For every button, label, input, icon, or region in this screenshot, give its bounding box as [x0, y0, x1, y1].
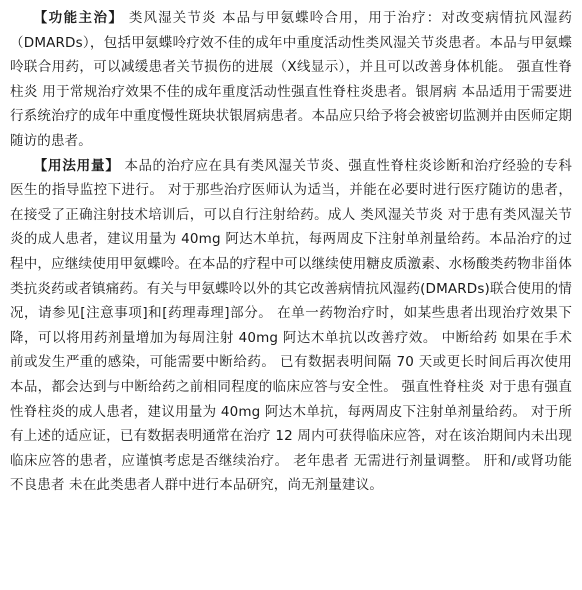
indications-text: 类风湿关节炎 本品与甲氨蝶呤合用，用于治疗：对改变病情抗风湿药（DMARDs），包括甲氨蝶呤疗效不佳的成年中重度活动性类风湿关节炎患者。本品与甲氨蝶呤联合用药，可以减缓患者关节损伤的进展（X线显示），并且可以改善身体机能。 强直性脊柱炎 用于常规治疗效果不佳的成年重度活动性强直性脊柱炎患者。银屑病 本品适用于需要进行系统治疗的成年中重度慢性斑块状银屑病患者。本品应只给予将会被密切监测并由医师定期随访的患者。 — [10, 10, 572, 149]
indications-heading: 【功能主治】 — [33, 10, 124, 26]
dosage-paragraph — [10, 154, 572, 498]
indications-paragraph — [10, 6, 572, 154]
dosage-heading: 【用法用量】 — [33, 157, 120, 174]
dosage-text: 本品的治疗应在具有类风湿关节炎、强直性脊柱炎诊断和治疗经验的专科医生的指导监控下进行。 对于那些治疗医师认为适当，并能在必要时进行医疗随访的患者，在接受了正确注射技术培训后，可以自行注射给药。成人 类风湿关节炎 对于患有类风湿关节炎的成人患者，建议用量为 40mg 阿达木单抗，每两周皮下注射单剂量给药。本品治疗的过程中，应继续使用甲氨蝶呤。在本品的疗程中可以继续使用糖皮质激素、水杨酸类药物非甾体类抗炎药或者镇痛药。有关与甲氨蝶呤以外的其它改善病情抗风湿药(DMARDs)联合使用的情况，请参见[注意事项]和[药理毒理]部分。 在单一药物治疗时，如某些患者出现治疗效果下降，可以将用药剂量增加为每周注射 40mg 阿达木单抗以改善疗效。 中断给药 如果在手术前或发生严重的感染，可能需要中断给药。 已有数据表明间隔 70 天或更长时间后再次使用本品，都会达到与中断给药之前相同程度的临床应答与安全性。 强直性脊柱炎 对于患有强直性脊柱炎的成人患者，建议用量为 40mg 阿达木单抗，每两周皮下注射单剂量给药。 对于所有上述的适应证，已有数据表明通常在治疗 12 周内可获得临床应答，对在该治期间内未出现临床应答的患者，应谨慎考虑是否继续治疗。 老年患者 无需进行剂量调整。 肝和/或肾功能不良患者 未在此类患者人群中进行本品研究，尚无剂量建议。 — [10, 157, 572, 494]
